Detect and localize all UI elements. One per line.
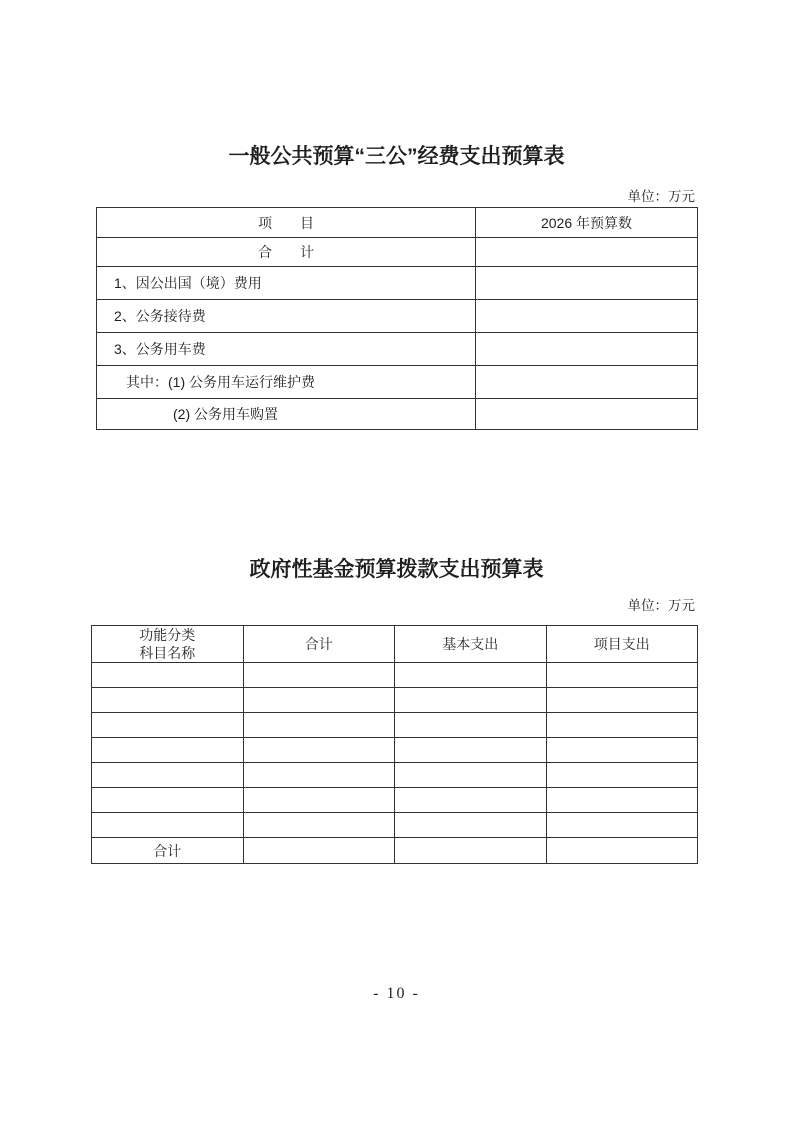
page-number: - 10 - [373, 985, 420, 1002]
category-column-header [92, 626, 244, 663]
three-public-budget-title: 一般公共预算“三公”经费支出预算表 [228, 145, 565, 168]
unit-label-table1: 单位：万元 [627, 189, 695, 204]
table-row-vehicle-purchase [97, 399, 698, 430]
total-column-header: 合计 [243, 626, 395, 663]
budget-value-cell [476, 267, 698, 300]
budget-value-cell [476, 366, 698, 399]
basic-value-cell [395, 838, 547, 864]
row-label-vehicle-maintenance: 其中：(1) 公务用车运行维护费 [97, 366, 476, 399]
budget-value-cell [476, 300, 698, 333]
table-header-row [97, 208, 698, 238]
row-label-vehicle-purchase: (2) 公务用车购置 [97, 399, 476, 430]
row-label-official-reception: 2、公务接待费 [97, 300, 476, 333]
budget-value-cell [476, 333, 698, 366]
table-row-abroad-expense [97, 267, 698, 300]
row-label-total: 合计 [92, 838, 244, 864]
project-expenditure-column-header: 项目支出 [546, 626, 698, 663]
unit-label-table2: 单位：万元 [627, 598, 695, 613]
table-row-total [92, 838, 698, 864]
budget-value-cell [476, 399, 698, 430]
item-column-header: 项 目 [97, 208, 476, 238]
document-content [96, 0, 697, 1123]
project-value-cell [546, 838, 698, 864]
empty-data-row [92, 788, 698, 813]
empty-data-row [92, 713, 698, 738]
three-public-budget-table [96, 207, 698, 430]
empty-data-row [92, 738, 698, 763]
row-label-abroad-expense: 1、因公出国（境）费用 [97, 267, 476, 300]
row-label-official-vehicle: 3、公务用车费 [97, 333, 476, 366]
table-header-row [92, 626, 698, 663]
government-fund-budget-table [91, 625, 698, 864]
table-row-official-reception [97, 300, 698, 333]
empty-data-row [92, 688, 698, 713]
table-row-total [97, 238, 698, 267]
row-label-total: 合 计 [97, 238, 476, 267]
total-value-cell [243, 838, 395, 864]
table-row-official-vehicle [97, 333, 698, 366]
empty-data-row [92, 813, 698, 838]
basic-expenditure-column-header: 基本支出 [395, 626, 547, 663]
budget-2026-column-header: 2026 年预算数 [476, 208, 698, 238]
government-fund-budget-title: 政府性基金预算拨款支出预算表 [249, 558, 544, 581]
category-header-line2: 科目名称 [139, 645, 196, 661]
empty-data-row [92, 763, 698, 788]
empty-data-row [92, 663, 698, 688]
table-row-vehicle-maintenance [97, 366, 698, 399]
budget-value-cell [476, 238, 698, 267]
category-header-line1: 功能分类 [139, 627, 196, 643]
